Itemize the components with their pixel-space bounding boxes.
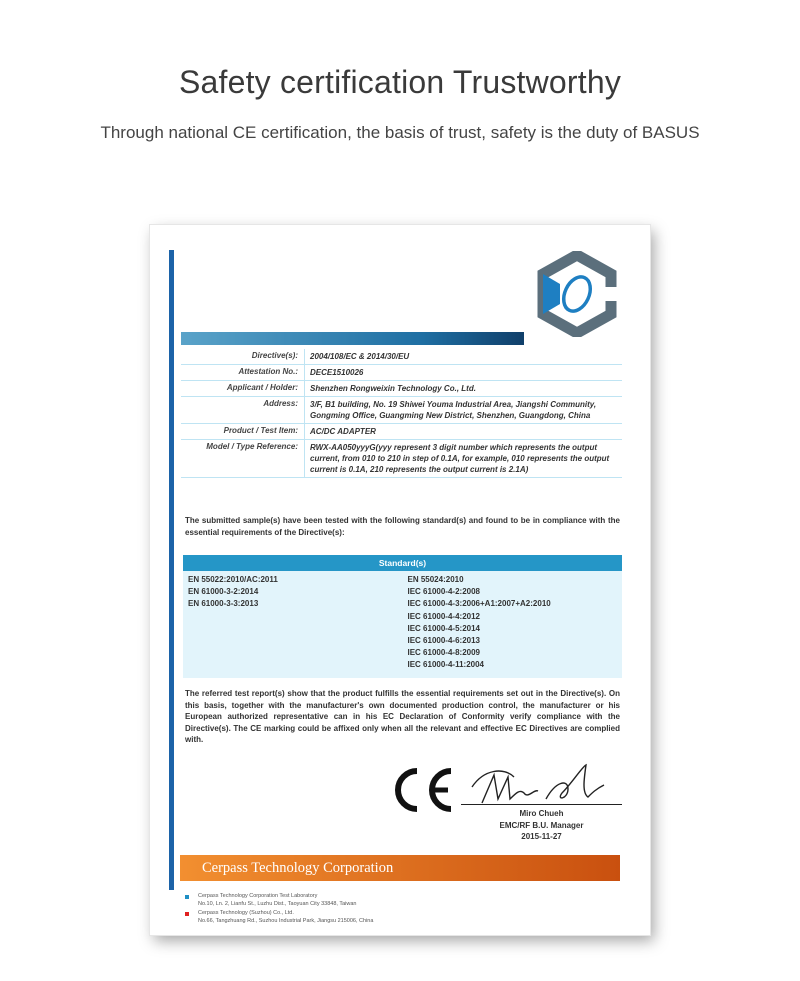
address-block [198,893,356,908]
signature-line [461,804,622,805]
address-block [198,910,373,925]
standard-item: EN 55022:2010/AC:2011 [188,575,278,584]
lab-name: Cerpass Technology Corporation Test Laboratory [198,893,318,899]
attestation-label: Attestation No.: [181,365,305,380]
standard-item: IEC 61000-4-8:2009 [407,648,480,658]
address-value: 3/F, B1 building, No. 19 Shiwei Youma Industrial Area, Jiangshi Community, Gongming Office, Guangming New District, Shenzhen, Guangdong, China [310,400,597,420]
standard-item: IEC 61000-4-5:2014 [407,623,480,633]
certificate [150,225,650,935]
lab-address: No.10, Ln. 2, Lianfu St., Luzhu Dist., Taoyuan City 33848, Taiwan [198,900,357,907]
ce-mark-icon [388,765,456,815]
lab-name: Cerpass Technology (Suzhou) Co., Ltd. [198,910,294,916]
bullet-square-icon [185,912,189,916]
compliance-paragraph: The submitted sample(s) have been tested with the following standard(s) and found to be in compliance with the essential requirements of the Directive(s): [185,516,620,537]
signer-name: Miro Chueh [519,809,564,818]
standard-item: IEC 61000-4-3:2006+A1:2007+A2:2010 [407,599,551,609]
model-label: Model / Type Reference: [181,440,305,477]
standards-left-column [183,574,403,672]
cerpass-logo-icon [534,251,620,337]
bullet-square-icon [185,895,189,899]
standard-item: EN 55024:2010 [407,575,464,584]
standards-header: Standard(s) [183,555,622,571]
applicant-value: Shenzhen Rongweixin Technology Co., Ltd. [310,384,476,393]
accent-bar [169,250,174,890]
info-table [181,349,622,478]
attestation-value: DECE1510026 [310,368,364,377]
info-row [181,365,622,381]
standard-item: IEC 61000-4-4:2012 [407,611,480,621]
title-bar [181,332,524,345]
address-label: Address: [181,397,305,423]
directive-label: Directive(s): [181,349,305,364]
sign-date: 2015-11-27 [521,832,562,841]
info-row [181,381,622,397]
page-title: Safety certification Trustworthy [178,64,622,100]
product-value: AC/DC ADAPTER [310,427,376,436]
standards-right-column [403,574,623,672]
info-row [181,424,622,440]
page-subtitle: Through national CE certification, the basis of trust, safety is the duty of BASUS [100,123,700,142]
info-row [181,397,622,424]
signer-block [461,808,622,843]
signer-title: EMC/RF B.U. Manager [499,820,584,830]
info-row [181,440,622,478]
product-label: Product / Test Item: [181,424,305,439]
standard-item: IEC 61000-4-6:2013 [407,636,480,646]
standards-table [183,555,622,678]
lab-address: No.66, Tangzhuang Rd., Suzhou Industrial Park, Jiangsu 215006, China [198,917,374,924]
standard-item: EN 61000-3-2:2014 [188,587,259,597]
directive-value: 2004/108/EC & 2014/30/EU [310,352,410,361]
applicant-label: Applicant / Holder: [181,381,305,396]
signature-icon [464,759,624,815]
standard-item: EN 61000-3-3:2013 [188,599,259,609]
company-banner: Cerpass Technology Corporation [180,855,620,881]
standard-item: IEC 61000-4-2:2008 [407,587,480,597]
info-row [181,349,622,365]
model-value: RWX-AA050yyyG(yyy represent 3 digit number which represents the output current, from 010 to 210 in step of 0.1A, for example, 010 represents the output current is 0.1A, 210 represents the output current is 2.1A) [310,443,610,474]
conformity-paragraph: The referred test report(s) show that the product fulfills the essential requirements set out in the Directive(s). On this basis, together with the manufacturer's own documented production control, the manufacturer or his European authorized representative can in his EC Declaration of Conformity verify compliance with the Directive(s). The CE marking could be affixed only when all the relevant and effective EC Directives are complied with. [185,689,620,744]
standard-item: IEC 61000-4-11:2004 [407,660,484,670]
